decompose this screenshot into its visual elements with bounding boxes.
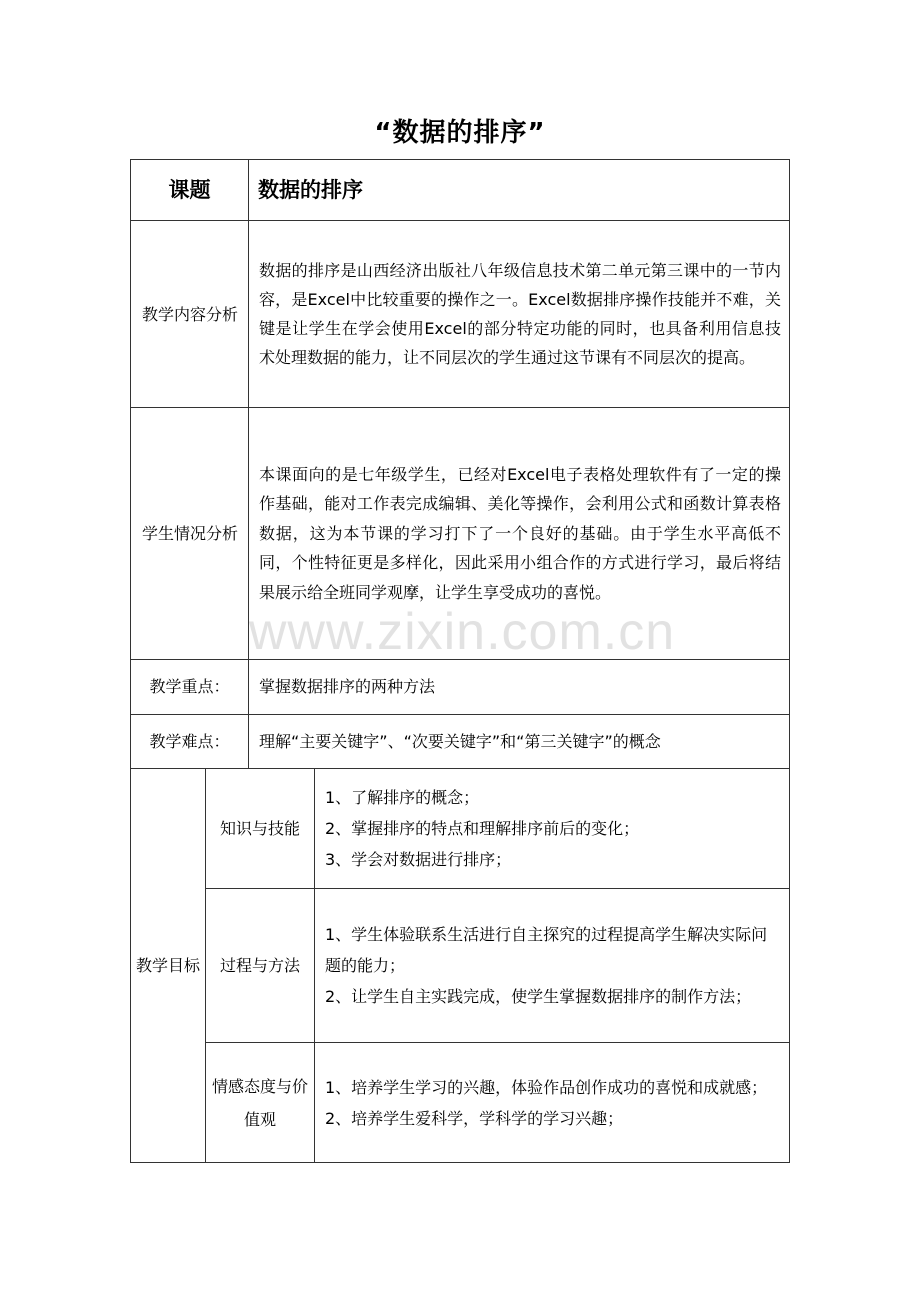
topic-label: 课题: [168, 178, 211, 202]
knowledge-label: 知识与技能: [219, 818, 300, 838]
student-analysis-label: 学生情况分析: [141, 524, 238, 543]
watermark: www.zixin.com.cn: [248, 603, 676, 661]
list-item: 1、培养学生学习的兴趣，体验作品创作成功的喜悦和成就感；: [325, 1077, 768, 1097]
attitude-list: [315, 1072, 775, 1134]
process-list: [315, 919, 789, 1012]
process-label: 过程与方法: [219, 955, 300, 975]
content-analysis-label: 教学内容分析: [141, 304, 238, 324]
difficulty-text: 理解“主要关键字”、“次要关键字”和“第三关键字”的概念: [259, 731, 661, 751]
objectives-label: 教学目标: [136, 955, 201, 975]
list-item: 1、了解排序的概念；: [325, 788, 480, 807]
key-point-text: 掌握数据排序的两种方法: [259, 677, 436, 696]
list-item: 2、培养学生爱科学，学科学的学习兴趣；: [325, 1108, 624, 1128]
list-item: 3、学会对数据进行排序；: [325, 850, 512, 869]
topic-value: 数据的排序: [258, 178, 363, 202]
list-item: 2、掌握排序的特点和理解排序前后的变化；: [325, 819, 640, 838]
list-item: 2、让学生自主实践完成，使学生掌握数据排序的制作方法；: [325, 987, 752, 1006]
list-item: 1、学生体验联系生活进行自主探究的过程提高学生解决实际问题的能力；: [325, 925, 768, 975]
document-title: “数据的排序”: [374, 118, 546, 148]
attitude-label: 情感态度与价值观: [211, 1076, 308, 1129]
key-point-label: 教学重点：: [149, 677, 230, 696]
knowledge-list: [315, 782, 647, 875]
student-analysis-text: 本课面向的是七年级学生，已经对Excel电子表格处理软件有了一定的操作基础，能对工作表完成编辑、美化等操作，会利用公式和函数计算表格数据，这为本节课的学习打下了一个良好的基础。由于学生水平高低不同，个性特征更是多样化，因此采用小组合作的方式进行学习，最后将结果展示给全班同学观摩，让学生享受成功的喜悦。: [259, 464, 781, 602]
content-analysis-text: 数据的排序是山西经济出版社八年级信息技术第二单元第三课中的一节内容，是Excel中比较重要的操作之一。Excel数据排序操作技能并不难，关键是让学生在学会使用Excel的部分特定功能的同时，也具备利用信息技术处理数据的能力，让不同层次的学生通过这节课有不同层次的提高。: [259, 261, 781, 367]
difficulty-label: 教学难点：: [149, 731, 230, 751]
